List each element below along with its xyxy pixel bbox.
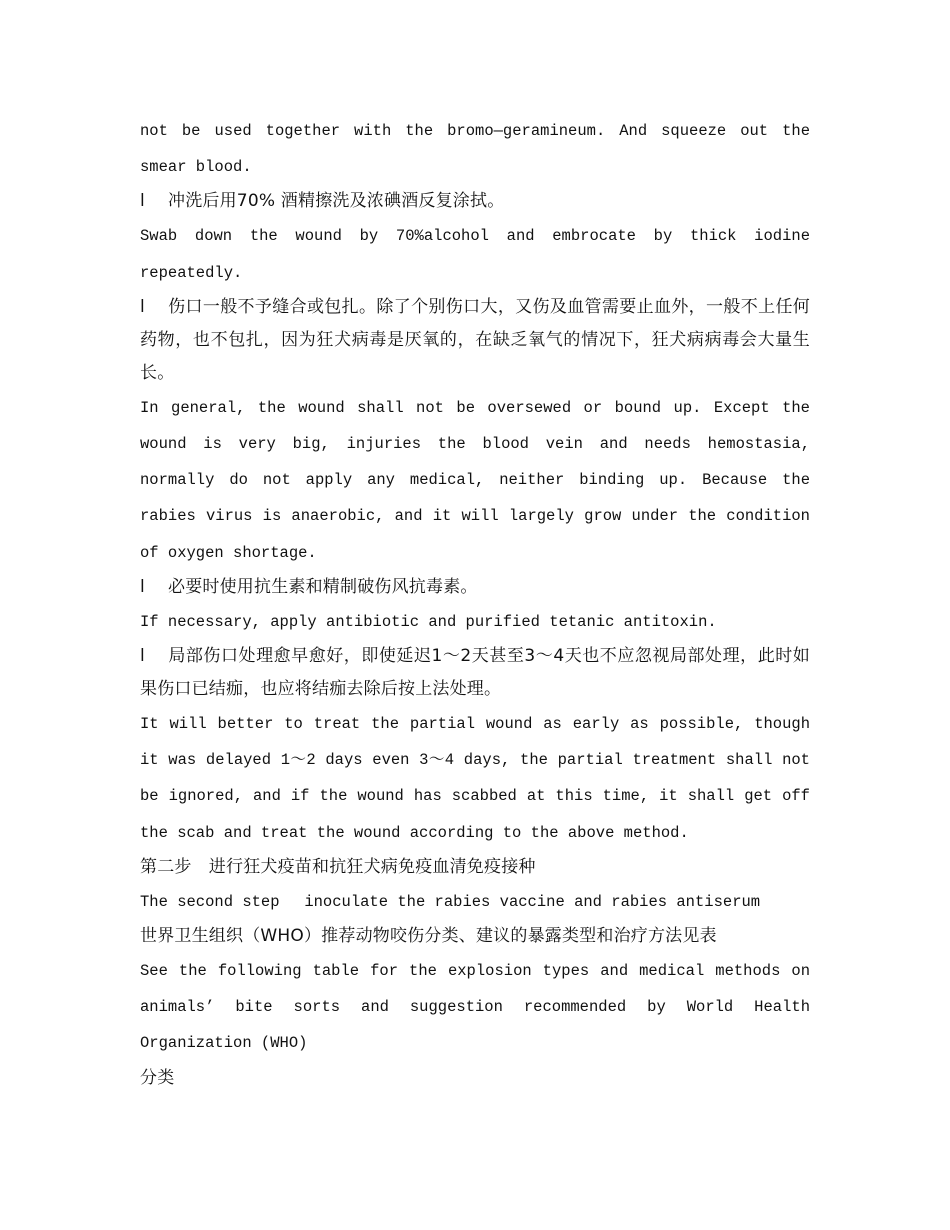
bullet-marker: l bbox=[140, 191, 145, 212]
paragraph-en-4: If necessary, apply antibiotic and purified tetanic antitoxin. bbox=[140, 612, 717, 631]
paragraph-en-2: Swab down the wound by 70%alcohol and embrocate by thick iodine repeatedly. bbox=[140, 227, 810, 282]
table-intro-cn: 世界卫生组织（WHO）推荐动物咬伤分类、建议的暴露类型和治疗方法见表 bbox=[140, 926, 717, 947]
table-intro-en: See the following table for the explosion types and medical methods on animals’ bite sorts and suggestion recommended by World Health Organization (WHO) bbox=[140, 962, 810, 1053]
section-heading-en: The second step inoculate the rabies vaccine and rabies antiserum bbox=[140, 892, 761, 911]
paragraph-en-1: not be used together with the bromo—geramineum. And squeeze out the smear blood. bbox=[140, 122, 810, 177]
bullet-text-cn: 伤口一般不予缝合或包扎。除了个别伤口大，又伤及血管需要止血外，一般不上任何药物，也不包扎，因为狂犬病毒是厌氧的，在缺乏氧气的情况下，狂犬病病毒会大量生长。 bbox=[140, 296, 810, 383]
bullet-marker: l bbox=[140, 646, 145, 667]
paragraph-en-3: In general, the wound shall not be oversewed or bound up. Except the wound is very big, injuries the blood vein and needs hemostasia, normally do not apply any medical, neither binding up. Because the rabies virus is anaerobic, and it will largely grow under the condition of oxygen shortage. bbox=[140, 398, 810, 562]
paragraph-en-5: It will better to treat the partial wound as early as possible, though it was delayed 1～2 days even 3～4 days, the partial treatment shall not be ignored, and if the wound has scabbed at this time, it shall get off the scab and treat the wound according to the above method. bbox=[140, 715, 810, 842]
section-heading-cn: 第二步 进行狂犬疫苗和抗狂犬病免疫血清免疫接种 bbox=[140, 856, 536, 877]
table-label-cn: 分类 bbox=[140, 1067, 175, 1088]
bullet-item-4 bbox=[140, 640, 810, 706]
bullet-marker: l bbox=[140, 576, 145, 597]
bullet-item-3 bbox=[140, 571, 810, 604]
bullet-marker: l bbox=[140, 296, 145, 317]
bullet-item-2 bbox=[140, 291, 810, 390]
bullet-text-cn: 冲洗后用70% 酒精擦洗及浓碘酒反复涂拭。 bbox=[168, 191, 505, 212]
bullet-item-1 bbox=[140, 185, 810, 218]
bullet-text-cn: 局部伤口处理愈早愈好，即使延迟1～2天甚至3～4天也不应忽视局部处理，此时如果伤口已结痂，也应将结痂去除后按上法处理。 bbox=[140, 646, 810, 700]
bullet-text-cn: 必要时使用抗生素和精制破伤风抗毒素。 bbox=[168, 576, 478, 597]
document-page bbox=[140, 113, 810, 1095]
